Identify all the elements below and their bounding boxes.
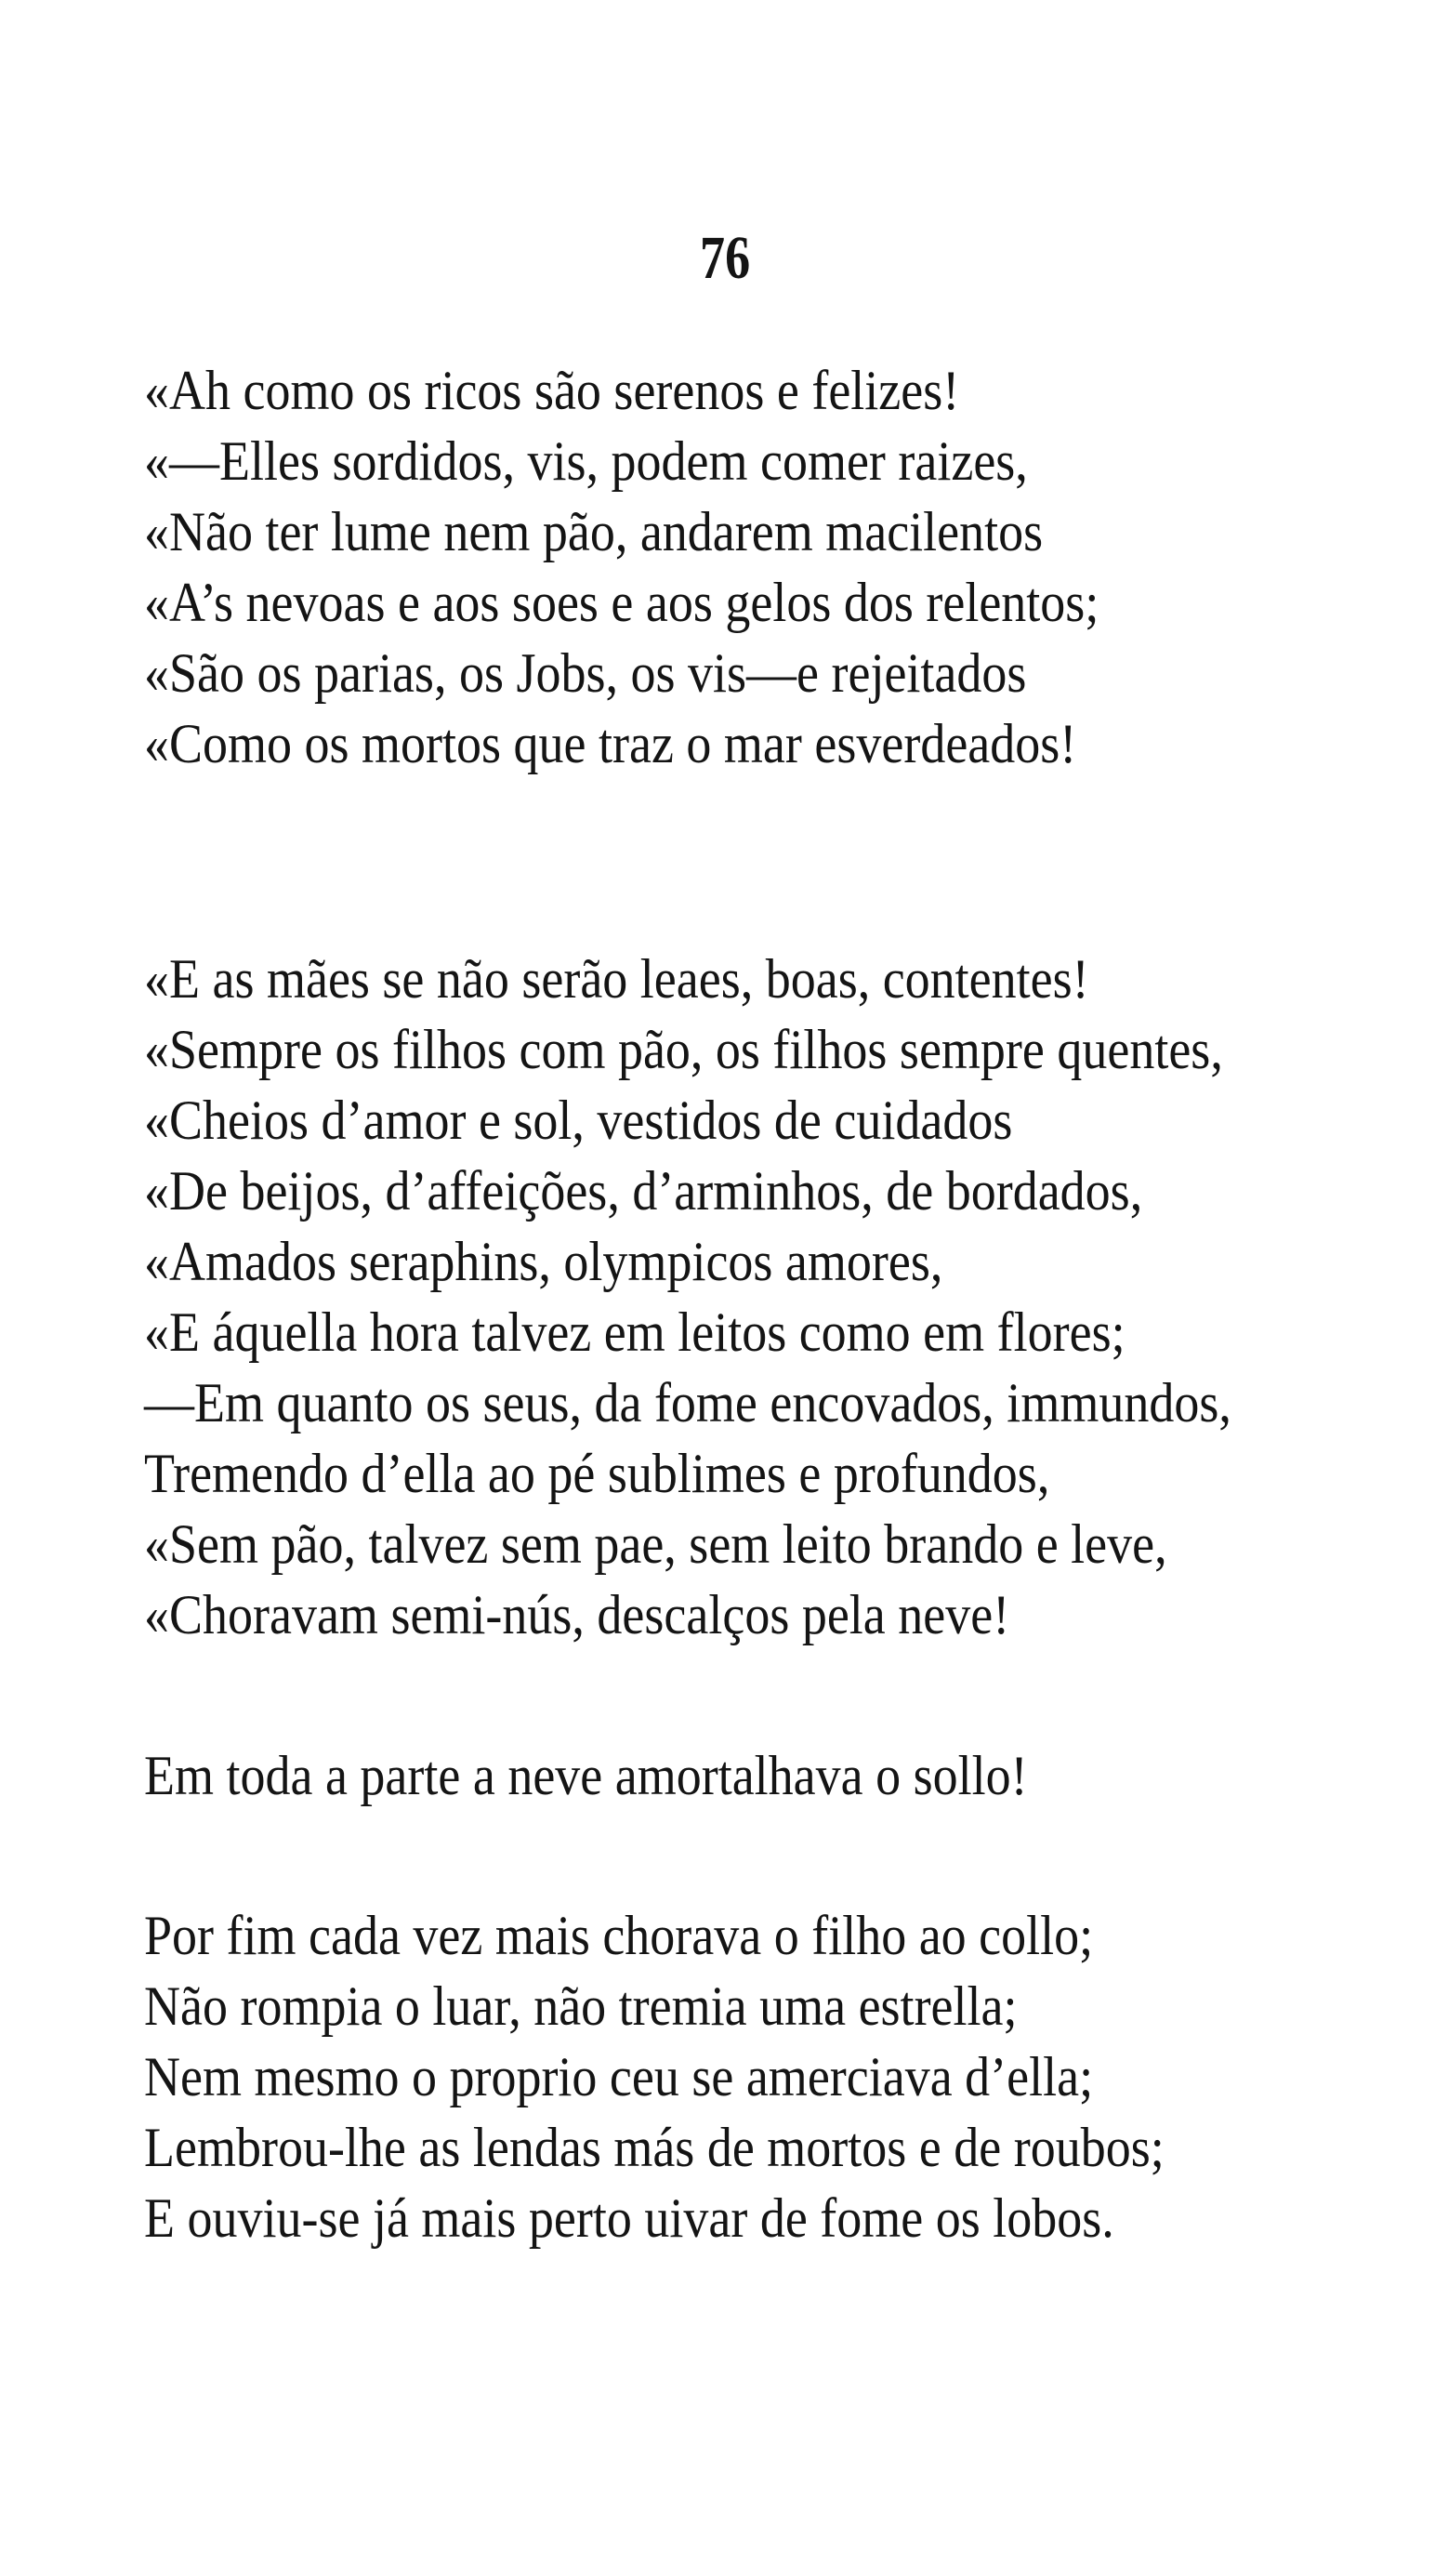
verse-line: Não rompia o luar, não tremia uma estrella; <box>144 1975 1018 2037</box>
verse-line: «Cheios d’amor e sol, vestidos de cuidados <box>144 1090 1013 1151</box>
verse-line: —Em quanto os seus, da fome encovados, immundos, <box>144 1372 1231 1433</box>
verse-line: «São os parias, os Jobs, os vis—e rejeitados <box>144 642 1027 704</box>
verse-line: Lembrou-lhe as lendas más de mortos e de roubos; <box>144 2117 1165 2178</box>
verse-line: «Sempre os filhos com pão, os filhos sempre quentes, <box>144 1019 1223 1080</box>
verse-line: «E as mães se não serão leaes, boas, contentes! <box>144 948 1089 1010</box>
verse-line: «Ah como os ricos são serenos e felizes! <box>144 360 960 421</box>
verse-line: «Sem pão, talvez sem pae, sem leito brando e leve, <box>144 1513 1167 1575</box>
verse-line: Em toda a parte a neve amortalhava o sollo! <box>144 1745 1028 1806</box>
verse-line: «De beijos, d’affeições, d’arminhos, de bordados, <box>144 1160 1143 1222</box>
verse-line: «A’s nevoas e aos soes e aos gelos dos relentos; <box>144 572 1099 633</box>
verse-line: E ouviu-se já mais perto uivar de fome os lobos. <box>144 2187 1114 2249</box>
verse-line: «Como os mortos que traz o mar esverdeados! <box>144 713 1077 774</box>
verse-line: «Amados seraphins, olympicos amores, <box>144 1231 943 1292</box>
verse-line: Tremendo d’ella ao pé sublimes e profundos, <box>144 1443 1050 1504</box>
verse-line: «—Elles sordidos, vis, podem comer raizes, <box>144 430 1028 492</box>
stanza-2 <box>144 944 1352 1650</box>
stanza-1 <box>144 355 1204 779</box>
stanza-4 <box>144 1900 1278 2253</box>
page-number: 76 <box>700 224 751 292</box>
verse-line: «Não ter lume nem pão, andarem macilentos <box>144 501 1044 562</box>
verse-line: Nem mesmo o proprio ceu se amerciava d’ella; <box>144 2046 1094 2107</box>
verse-line: «Choravam semi-nús, descalços pela neve! <box>144 1584 1010 1645</box>
verse-line: Por fim cada vez mais chorava o filho ao collo; <box>144 1905 1094 1966</box>
verse-line: «E áquella hora talvez em leitos como em flores; <box>144 1301 1125 1363</box>
stanza-3 <box>144 1740 1125 1811</box>
